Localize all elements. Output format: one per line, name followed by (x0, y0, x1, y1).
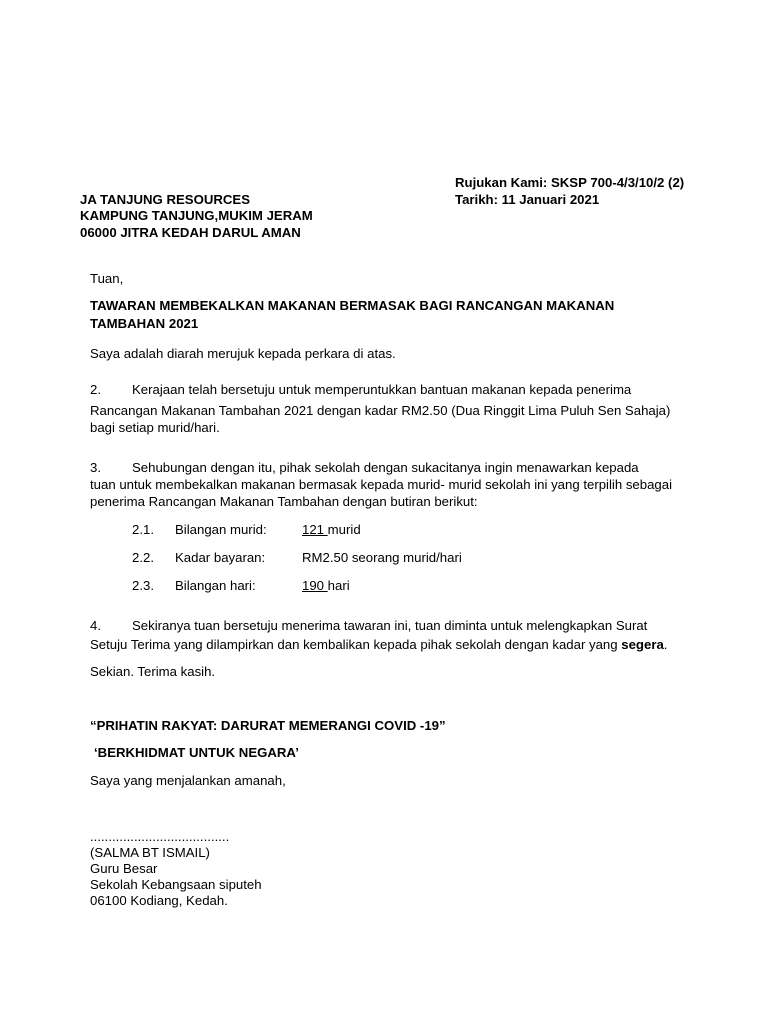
detail-number: 2.3. (132, 578, 154, 593)
letter-date: Tarikh: 11 Januari 2021 (455, 192, 600, 207)
paragraph-2-line: Rancangan Makanan Tambahan 2021 dengan kadar RM2.50 (Dua Ringgit Lima Puluh Sen Sahaja) (90, 403, 671, 418)
recipient-name: JA TANJUNG RESOURCES (80, 192, 250, 207)
signatory-title: Guru Besar (90, 861, 158, 876)
detail-value (302, 521, 361, 538)
detail-value-unit: murid (327, 522, 361, 537)
detail-number: 2.2. (132, 550, 154, 565)
paragraph-3-line: Sehubungan dengan itu, pihak sekolah dengan sukacitanya ingin menawarkan kepada (132, 460, 639, 475)
slogan-covid: “PRIHATIN RAKYAT: DARURAT MEMERANGI COVID -19” (90, 718, 446, 733)
salutation: Tuan, (90, 271, 124, 286)
school-name: Sekolah Kebangsaan siputeh (90, 877, 262, 892)
reference-number: Rujukan Kami: SKSP 700-4/3/10/2 (2) (455, 175, 685, 190)
paragraph-3-line: penerima Rancangan Makanan Tambahan dengan butiran berikut: (90, 494, 478, 509)
paragraph-number: 2. (90, 382, 101, 397)
paragraph-4-emphasis: segera (621, 637, 664, 652)
detail-value-unit: hari (327, 578, 350, 593)
detail-label: Bilangan murid: (175, 522, 267, 537)
subject-line: TAMBAHAN 2021 (90, 316, 199, 331)
slogan-negara: ‘BERKHIDMAT UNTUK NEGARA’ (94, 745, 299, 760)
detail-value-number: 121 (302, 522, 328, 537)
detail-value (302, 577, 350, 594)
paragraph-3-line: tuan untuk membekalkan makanan bermasak kepada murid- murid sekolah ini yang terpilih sebagai (90, 477, 673, 492)
paragraph-4-period: . (663, 637, 668, 652)
sign-off: Saya yang menjalankan amanah, (90, 773, 286, 788)
closing-text: Sekian. Terima kasih. (90, 664, 216, 679)
paragraph-4-line: Sekiranya tuan bersetuju menerima tawaran ini, tuan diminta untuk melengkapkan Surat (132, 618, 648, 633)
paragraph-4-line (90, 636, 667, 653)
paragraph-2-line: bagi setiap murid/hari. (90, 420, 220, 435)
detail-value-number: 190 (302, 578, 328, 593)
paragraph-4-text: Setuju Terima yang dilampirkan dan kembalikan kepada pihak sekolah dengan kadar yang (90, 637, 622, 652)
paragraph-intro: Saya adalah diarah merujuk kepada perkara di atas. (90, 346, 396, 361)
paragraph-number: 4. (90, 618, 101, 633)
signature-line: ...................................... (90, 829, 230, 844)
signatory-name: (SALMA BT ISMAIL) (90, 845, 210, 860)
recipient-address-line: 06000 JITRA KEDAH DARUL AMAN (80, 225, 301, 240)
detail-label: Kadar bayaran: (175, 550, 266, 565)
paragraph-number: 3. (90, 460, 101, 475)
detail-number: 2.1. (132, 522, 154, 537)
detail-value: RM2.50 seorang murid/hari (302, 550, 462, 565)
recipient-address-line: KAMPUNG TANJUNG,MUKIM JERAM (80, 208, 313, 223)
subject-line: TAWARAN MEMBEKALKAN MAKANAN BERMASAK BAGI RANCANGAN MAKANAN (90, 298, 615, 313)
paragraph-2-line: Kerajaan telah bersetuju untuk memperuntukkan bantuan makanan kepada penerima (132, 382, 632, 397)
detail-label: Bilangan hari: (175, 578, 256, 593)
school-address: 06100 Kodiang, Kedah. (90, 893, 228, 908)
